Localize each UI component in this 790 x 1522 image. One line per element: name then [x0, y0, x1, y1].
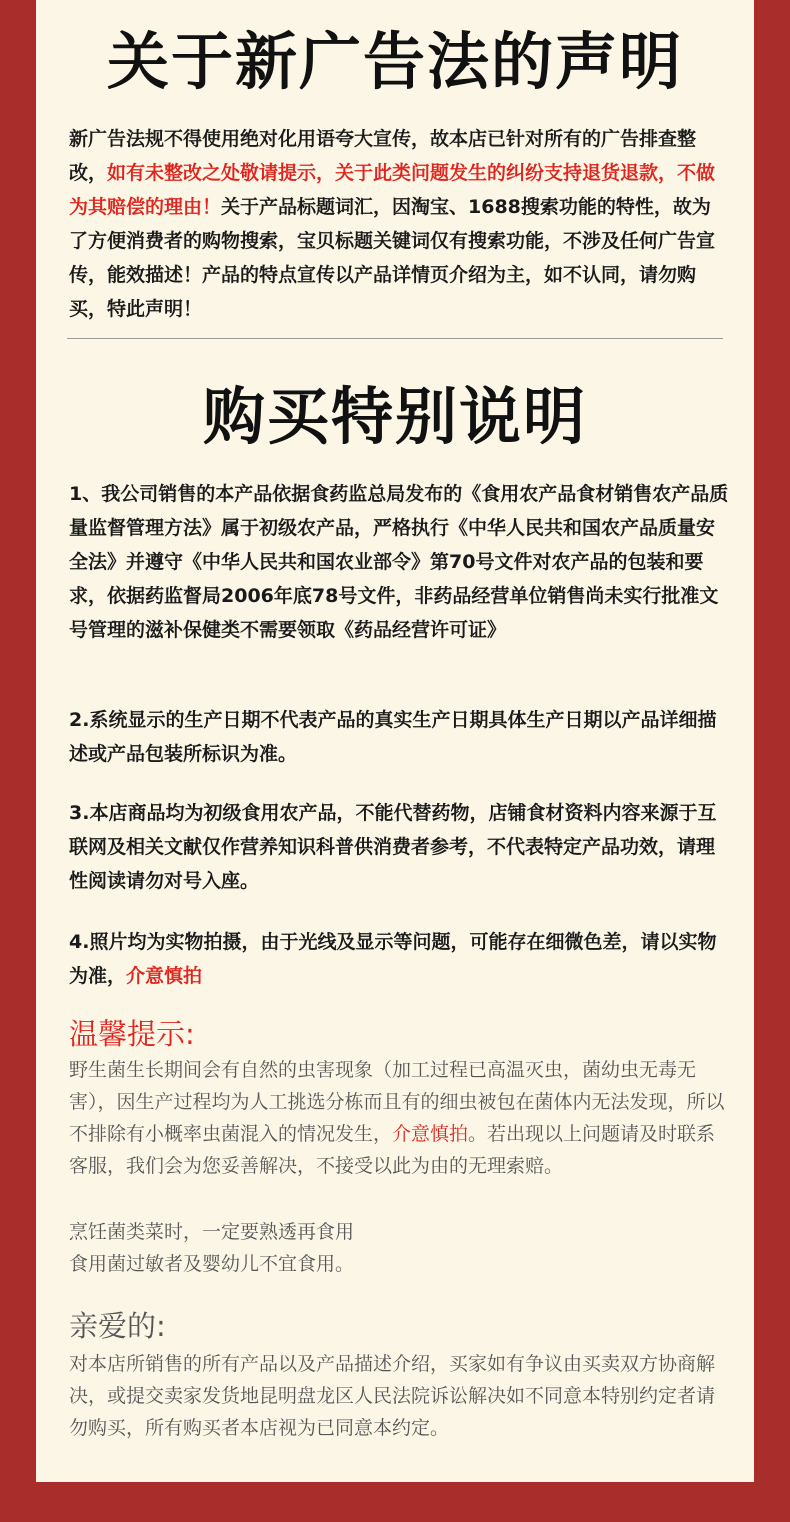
ad-law-paragraph: [69, 122, 729, 326]
purchase-item-4-text: 4.照片均为实物拍摄，由于光线及显示等问题，可能存在细微色差，请以实物为准，: [69, 931, 717, 987]
purchase-item-1: 1、我公司销售的本产品依据食药监总局发布的《食用农产品食材销售农产品质量监督管理方法》属于初级农产品，严格执行《中华人民共和国农产品质量安全法》并遵守《中华人民共和国农业部令》第70号文件对农产品的包装和要求，依据药监督局2006年底78号文件，非药品经营单位销售尚未实行批准文号管理的滋补保健类不需要领取《药品经营许可证》: [69, 483, 729, 641]
tips-paragraph: [69, 1054, 729, 1182]
purchase-title: 购买特别说明: [202, 380, 587, 453]
tips-text-1: 野生菌生长期间会有自然的虫害现象（加工过程已高温灭虫，菌幼虫无毒无害），因生产过程均为人工挑选分栋而且有的细虫被包在菌体内无法发现，所以不排除有小概率虫菌混入的情况发生，: [69, 1059, 725, 1145]
dear-heading: 亲爱的:: [69, 1309, 166, 1343]
tips-allergy-note: 食用菌过敏者及婴幼儿不宜食用。: [69, 1253, 355, 1275]
section-divider: [67, 338, 723, 339]
statement-panel: [36, 0, 754, 1482]
purchase-item-2: 2.系统显示的生产日期不代表产品的真实生产日期具体生产日期以产品详细描述或产品包装所标识为准。: [69, 709, 717, 765]
tips-text-2: 。若出现以上问题请及时联系客服，我们会为您妥善解决，不接受以此为由的无理索赔。: [69, 1123, 716, 1177]
purchase-item-3: 3.本店商品均为初级食用农产品，不能代替药物，店铺食材资料内容来源于互联网及相关文献仅作营养知识科普供消费者参考，不代表特定产品功效，请理性阅读请勿对号入座。: [69, 802, 717, 892]
tips-cooking-note: 烹饪菌类菜时，一定要熟透再食用: [69, 1221, 355, 1243]
ad-law-text-1: 新广告法规不得使用绝对化用语夸大宣传，故本店已针对所有的广告排查整改，: [69, 128, 697, 184]
purchase-item-4: [69, 925, 729, 993]
dear-paragraph: 对本店所销售的所有产品以及产品描述介绍，买家如有争议由买卖双方协商解决，或提交卖家发货地昆明盘龙区人民法院诉讼解决如不同意本特别约定者请勿购买，所有购买者本店视为已同意本约定。: [69, 1353, 716, 1439]
tips-highlight: 介意慎拍: [392, 1123, 469, 1145]
tips-heading: 温馨提示:: [69, 1017, 195, 1051]
purchase-item-4-highlight: 介意慎拍: [126, 965, 203, 987]
ad-law-text-2: 关于产品标题词汇，因淘宝、1688搜索功能的特性，故为了方便消费者的购物搜索，宝贝标题关键词仅有搜索功能，不涉及任何广告宣传，能效描述！产品的特点宣传以产品详情页介绍为主，如不认同，请勿购买，特此声明！: [69, 196, 716, 320]
ad-law-highlight: 如有未整改之处敬请提示，关于此类问题发生的纠纷支持退货退款，不做为其赔偿的理由！: [69, 162, 716, 218]
ad-law-title: 关于新广告法的声明: [106, 25, 683, 98]
